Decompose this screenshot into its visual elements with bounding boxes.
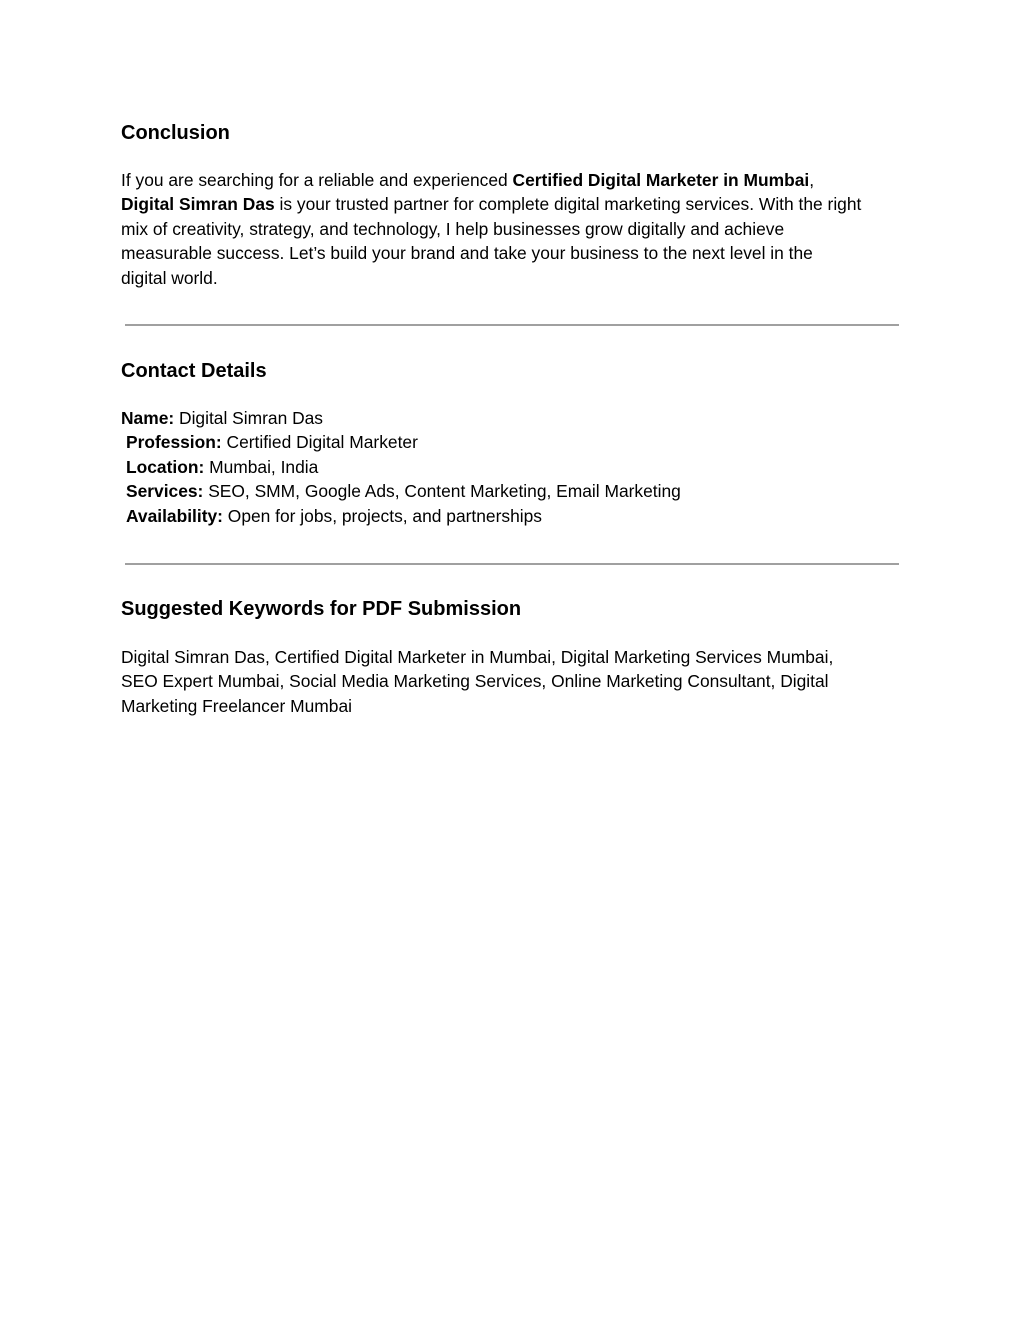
text-line: Marketing Freelancer Mumbai — [121, 695, 352, 716]
contact-profession — [121, 430, 921, 454]
text-line: Digital Simran Das, Certified Digital Marketer in Mumbai, Digital Marketing Services Mumbai, — [121, 647, 834, 667]
label: Name: — [121, 408, 175, 428]
text-line — [121, 168, 921, 192]
text: , — [809, 170, 815, 190]
label: Profession: — [126, 432, 222, 453]
contact-details — [121, 406, 921, 528]
value: SEO, SMM, Google Ads, Content Marketing, Email Marketing — [203, 481, 681, 502]
keywords-paragraph — [121, 645, 921, 718]
label: Location: — [126, 456, 205, 477]
text: If you are searching for a reliable and experienced — [121, 170, 513, 190]
text-line — [121, 192, 921, 216]
text: is your trusted partner for complete digital marketing services. With the right — [274, 194, 862, 215]
bold-text: Certified Digital Marketer in Mumbai — [512, 170, 810, 190]
bold-text: Digital Simran Das — [121, 194, 275, 215]
horizontal-rule — [125, 324, 899, 326]
label: Availability: — [126, 505, 223, 526]
contact-name — [121, 406, 921, 430]
keywords-heading: Suggested Keywords for PDF Submission — [121, 598, 522, 620]
value: Digital Simran Das — [174, 408, 324, 428]
value: Mumbai, India — [204, 456, 319, 477]
contact-location — [121, 455, 921, 479]
contact-availability — [121, 504, 921, 528]
text-line: measurable success. Let’s build your brand and take your business to the next level in the — [121, 243, 813, 264]
conclusion-heading: Conclusion — [121, 122, 230, 144]
text-line: mix of creativity, strategy, and technology, I help businesses grow digitally and achieve — [121, 218, 785, 239]
text-line: SEO Expert Mumbai, Social Media Marketing Services, Online Marketing Consultant, Digital — [121, 671, 829, 692]
text-line: digital world. — [121, 267, 218, 288]
value: Open for jobs, projects, and partnerships — [222, 505, 542, 526]
contact-services — [121, 479, 921, 503]
value: Certified Digital Marketer — [221, 432, 418, 453]
horizontal-rule — [125, 563, 899, 565]
contact-heading: Contact Details — [121, 360, 267, 382]
label: Services: — [126, 481, 204, 502]
conclusion-paragraph — [121, 168, 921, 290]
